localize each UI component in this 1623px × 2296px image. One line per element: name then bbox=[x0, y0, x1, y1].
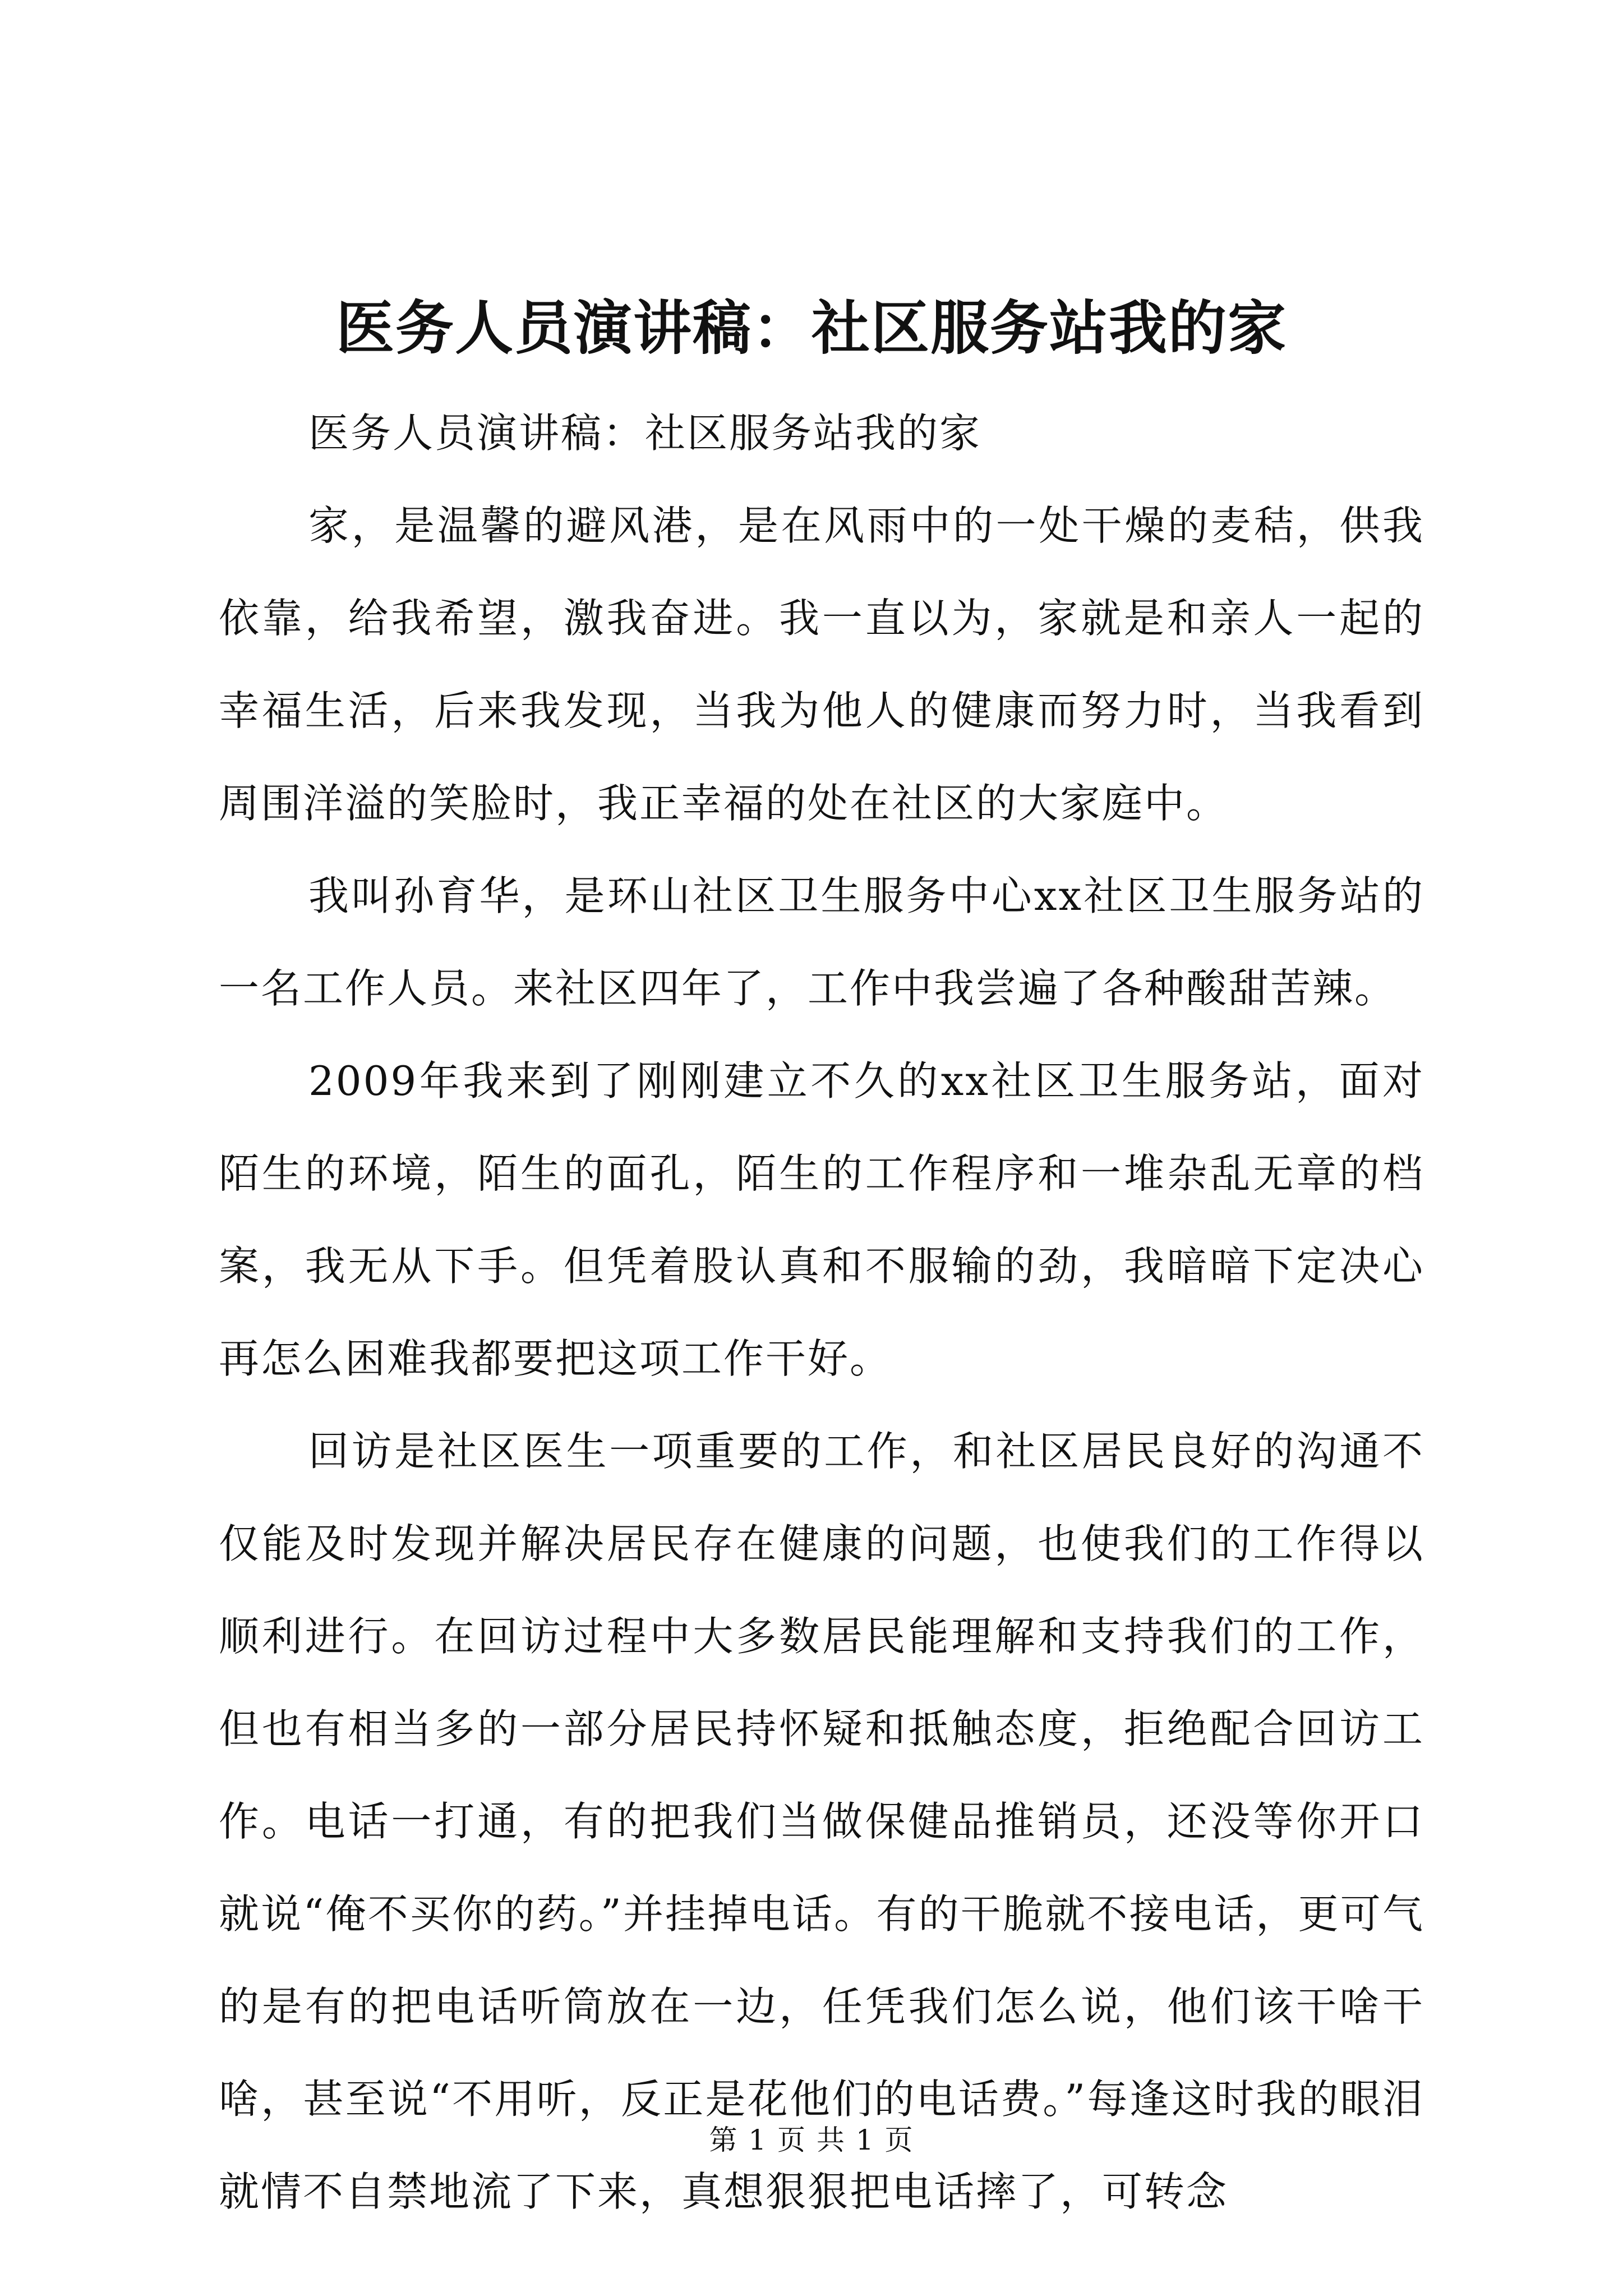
paragraph-home: 家，是温馨的避风港，是在风雨中的一处干燥的麦秸，供我依靠，给我希望，激我奋进。我一直以为，家就是和亲人一起的幸福生活，后来我发现，当我为他人的健康而努力时，当我看到周围洋溢的笑脸时，我正幸福的处在社区的大家庭中。 bbox=[219, 502, 1424, 827]
paragraph-follow-up-visits: 回访是社区医生一项重要的工作，和社区居民良好的沟通不仅能及时发现并解决居民存在健康的问题，也使我们的工作得以顺利进行。在回访过程中大多数居民能理解和支持我们的工作，但也有相当多的一部分居民持怀疑和抵触态度，拒绝配合回访工作。电话一打通，有的把我们当做保健品推销员，还没等你开口就说“俺不买你的药。”并挂掉电话。有的干脆就不接电话，更可气的是有的把电话听筒放在一边，任凭我们怎么说，他们该干啥干啥，甚至说“不用听，反正是花他们的电话费。”每逢这时我的眼泪就情不自禁地流了下来，真想狠狠把电话摔了，可转念 bbox=[219, 1428, 1424, 2215]
paragraph-2009: 2009年我来到了刚刚建立不久的xx社区卫生服务站，面对陌生的环境，陌生的面孔，陌生的工作程序和一堆杂乱无章的档案，我无从下手。但凭着股认真和不服输的劲，我暗暗下定决心再怎么困难我都要把这项工作干好。 bbox=[219, 1057, 1424, 1382]
page-footer: 第 1 页 共 1 页 bbox=[709, 2124, 914, 2156]
paragraph-subtitle: 医务人员演讲稿：社区服务站我的家 bbox=[308, 409, 982, 457]
paragraph-introduction: 我叫孙育华，是环山社区卫生服务中心xx社区卫生服务站的一名工作人员。来社区四年了，工作中我尝遍了各种酸甜苦辣。 bbox=[219, 872, 1424, 1012]
document-title: 医务人员演讲稿：社区服务站我的家 bbox=[335, 293, 1287, 362]
document-body bbox=[219, 387, 1424, 2238]
